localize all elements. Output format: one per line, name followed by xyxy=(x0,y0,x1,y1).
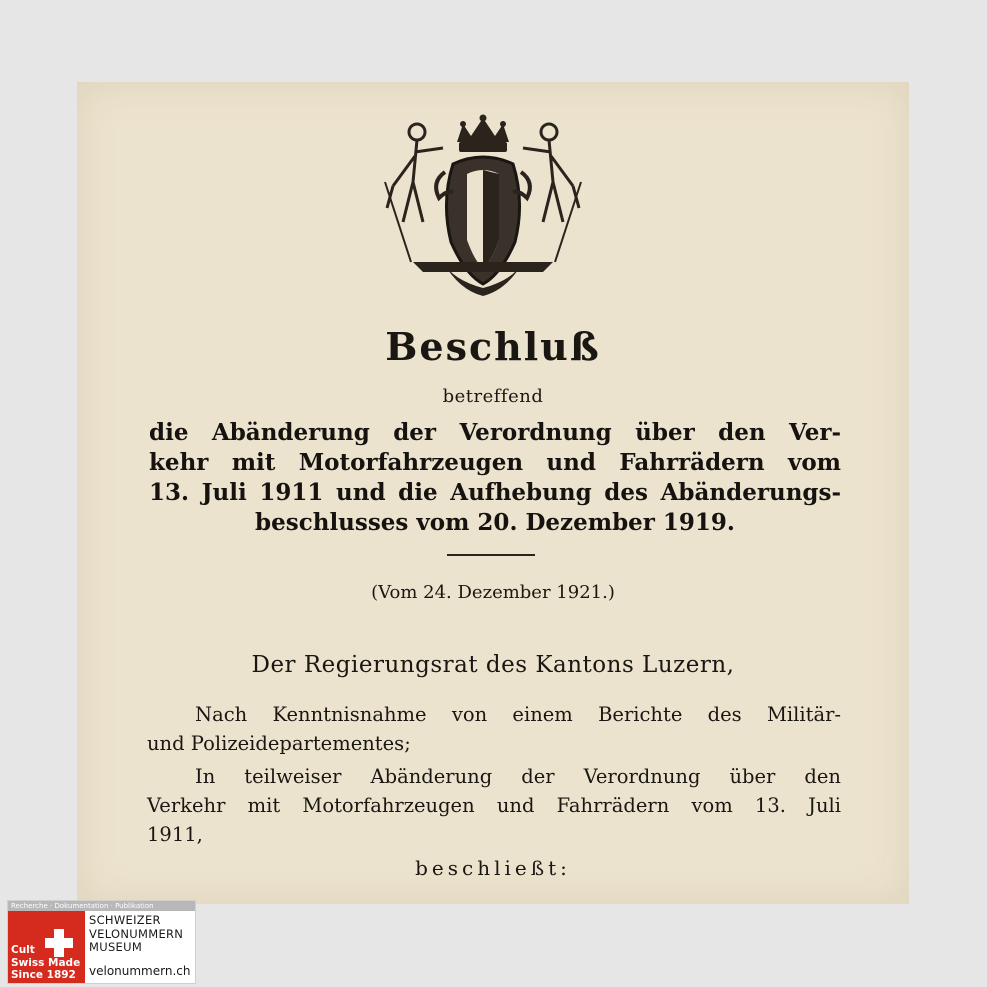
logo-since: Since 1892 xyxy=(11,969,76,981)
logo-name-line: SCHWEIZER xyxy=(89,913,161,927)
paragraph-amendment xyxy=(147,762,841,849)
logo-museum-name xyxy=(89,914,183,955)
betreffend-label: betreffend xyxy=(442,386,544,407)
logo-swiss-made: Swiss Made xyxy=(11,957,81,969)
logo-red-panel xyxy=(8,911,85,983)
logo-tagline: Recherche · Dokumentation · Publikation xyxy=(8,901,195,911)
paragraph-line: Nach Kenntnisnahme von einem Berichte des Militär- xyxy=(195,703,841,726)
subject-line: kehr mit Motorfahrzeugen und Fahrrädern vom xyxy=(149,449,841,476)
divider-rule xyxy=(447,554,535,556)
document-page xyxy=(77,82,909,904)
paragraph-line: In teilweiser Abänderung der Verordnung über den xyxy=(195,765,841,788)
decree-date: (Vom 24. Dezember 1921.) xyxy=(371,582,615,603)
museum-logo[interactable] xyxy=(7,900,196,984)
lucerne-coat-of-arms-icon xyxy=(383,112,583,302)
subject-line: beschlusses vom 20. Dezember 1919. xyxy=(255,509,735,536)
paragraph-line: 1911, xyxy=(147,823,203,846)
swiss-cross-icon xyxy=(41,925,77,961)
paragraph-report xyxy=(147,700,841,758)
document-title: Beschluß xyxy=(385,324,601,369)
logo-cult: Cult xyxy=(11,944,35,956)
decree-subject xyxy=(149,418,841,538)
paragraph-line: und Polizeidepartementes; xyxy=(147,732,411,755)
logo-name-line: VELONUMMERN xyxy=(89,926,184,941)
logo-url-link[interactable]: velonummern.ch xyxy=(89,964,191,978)
subject-line: 13. Juli 1911 und die Aufhebung des Abänderungs- xyxy=(149,479,841,506)
paragraph-line: Verkehr mit Motorfahrzeugen und Fahrrädern vom 13. Juli xyxy=(147,794,841,817)
subject-line: die Abänderung der Verordnung über den Ver- xyxy=(149,419,841,446)
council-heading: Der Regierungsrat des Kantons Luzern, xyxy=(251,652,735,678)
decides-label: beschließt: xyxy=(415,856,571,880)
logo-name-line: MUSEUM xyxy=(89,940,143,954)
